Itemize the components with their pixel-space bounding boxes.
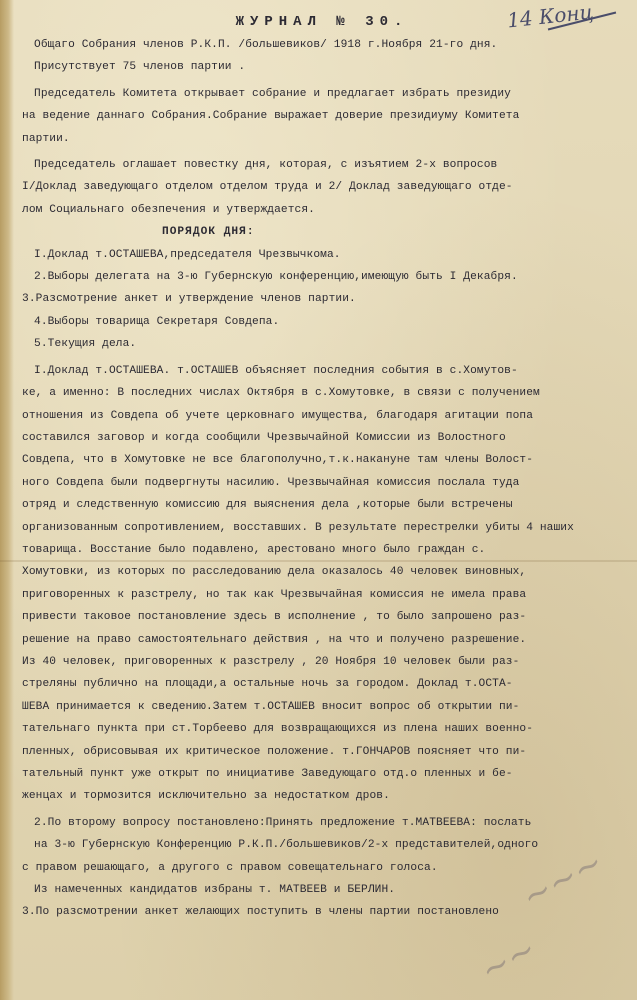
text-line: женцах и тормозится исключительно за недостатком дров. xyxy=(22,790,390,803)
text-line: Совдепа, что в Хомутовке не все благополучно,т.к.накануне там члены Волост- xyxy=(22,454,534,467)
text-line: Председатель Комитета открывает собрание и предлагает избрать президиу xyxy=(34,87,511,100)
text-line: Хомутовки, из которых по расследованию дела оказалось 40 человек виновных, xyxy=(22,566,527,579)
attendance-line: Присутствует 75 членов партии . xyxy=(34,61,246,74)
text-line: на 3-ю Губернскую Конференцию Р.К.П./большевиков/2-х представителей,одного xyxy=(34,839,539,852)
text-line: приговоренных к разстрелу, но так как Чрезвычайная комиссия не имела права xyxy=(22,588,527,601)
document-title: ЖУРНАЛ № 30. xyxy=(235,14,409,30)
text-line: I.Доклад т.ОСТАШЕВА. т.ОСТАШЕВ объясняет последния события в с.Хомутов- xyxy=(34,364,518,377)
text-line: на ведение даннаго Собрания.Собрание выражает доверие президиуму Комитета xyxy=(22,110,520,123)
text-line: лом Социальнаго обезпечения и утверждается. xyxy=(22,203,315,216)
agenda-item: 3.Разсмотрение анкет и утверждение членов партии. xyxy=(22,293,356,306)
text-line: 3.По разсмотрении анкет желающих поступить в члены партии постановлено xyxy=(22,906,499,919)
text-line: стреляны публично на площади,а остальные ночь за городом. Доклад т.ОСТА- xyxy=(22,678,513,691)
second-item-paragraph xyxy=(22,812,622,924)
text-line: Из 40 человек, приговоренных к разстрелу , 20 Ноября 10 человек были раз- xyxy=(22,655,520,668)
text-line: пленных, обрисовывая их критическое положение. т.ГОНЧАРОВ поясняет что пи- xyxy=(22,745,527,758)
margin-note-text: 14 Конц xyxy=(505,0,595,33)
text-line: тательный пункт уже открыт по инициативе Заведующаго отд.о пленных и бе- xyxy=(22,768,513,780)
agenda-heading: ПОРЯДОК ДНЯ: xyxy=(162,226,255,239)
agenda-item: I.Доклад т.ОСТАШЕВА,председателя Чрезвычкома. xyxy=(34,248,341,261)
agenda-item: 5.Текущия дела. xyxy=(34,338,137,351)
text-line: партии. xyxy=(22,132,70,145)
text-line: 2.По второму вопросу постановлено:Принять предложение т.МАТВЕЕВА: послать xyxy=(34,816,532,829)
text-line: составился заговор и когда сообщили Чрезвычайной Комиссии из Волостного xyxy=(22,431,506,444)
text-line: решение на право самостоятельнаго действия , на что и получено разрешение. xyxy=(22,633,527,646)
document-body xyxy=(22,8,622,924)
text-line: Председатель оглашает повестку дня, которая, с изъятием 2-х вопросов xyxy=(34,159,498,172)
agenda-item: 2.Выборы делегата на 3-ю Губернскую конференцию,имеющую быть I Декабря. xyxy=(34,271,518,284)
agenda-intro-paragraph xyxy=(22,154,622,221)
intro-paragraph xyxy=(22,83,622,150)
agenda-list xyxy=(22,244,622,356)
handwritten-scribble: ~~~ xyxy=(515,842,610,918)
text-line: с правом решающаго, а другого с правом совещательнаго голоса. xyxy=(22,861,438,874)
text-line: привести таковое постановление здесь в исполнение , то было запрошено раз- xyxy=(22,611,527,624)
text-line: ШЕВА принимается к сведению.Затем т.ОСТАШЕВ вносит вопрос об открытии пи- xyxy=(22,700,520,713)
paper-edge xyxy=(0,0,14,1000)
text-line: отряд и следственную комиссию для выяснения дела ,которые были встречены xyxy=(22,499,513,512)
text-line: товарища. Восстание было подавлено, арестовано много было граждан с. xyxy=(22,543,486,556)
text-line: ного Совдепа были подвергнуты насилию. Чрезвычайная комиссия послала туда xyxy=(22,476,520,489)
text-line: организованным сопротивлением, восставших. В результате перестрелки убиты 4 наших xyxy=(22,521,574,534)
agenda-item: 4.Выборы товарища Секретаря Совдепа. xyxy=(34,315,280,328)
document-subtitle: Общаго Собрания членов Р.К.П. /большевиков/ 1918 г.Ноября 21-го дня. xyxy=(34,39,498,51)
text-line: тательнаго пункта при ст.Торбеево для возвращающихся из плена наших военно- xyxy=(22,723,534,736)
text-line: отношения из Совдепа об учете церковнаго имущества, благодаря агитации попа xyxy=(22,409,534,422)
text-line: Из намеченных кандидатов избраны т. МАТВЕЕВ и БЕРЛИН. xyxy=(34,884,396,897)
handwritten-scribble: ~~ xyxy=(473,928,544,992)
report-paragraph xyxy=(22,360,622,808)
text-line: I/Доклад заведующаго отделом отделом труда и 2/ Доклад заведующаго отде- xyxy=(22,181,513,194)
text-line: ке, а именно: В последних числах Октября в с.Хомутовке, в связи с получением xyxy=(22,387,540,400)
